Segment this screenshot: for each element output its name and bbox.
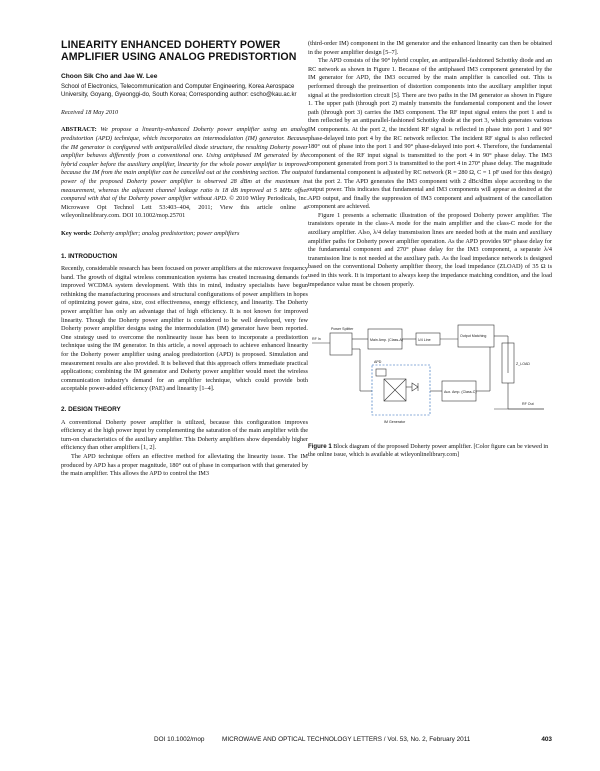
- block-diagram-svg: [308, 303, 552, 439]
- article-affiliation: School of Electronics, Telecommunication and Computer Engineering, Korea Aerospace University, Goyang, Gyeonggi-do, South Korea; Corresponding author: cscho@kau.ac.kr: [61, 83, 297, 98]
- figure-caption-text: Block diagram of the proposed Doherty power amplifier. [Color figure can be viewed in the online issue, which is available at wileyonlinelibrary.com]: [308, 444, 549, 459]
- figure-1-block-diagram: [308, 303, 552, 439]
- splitter-block: [330, 333, 352, 355]
- right-column: [308, 40, 552, 459]
- figure-caption: [308, 443, 552, 459]
- label-delay: λ/4 Line: [418, 338, 431, 343]
- figure-caption-label: Figure 1: [308, 443, 332, 451]
- intro-paragraph: Recently, considerable research has been focused on power amplifiers at the microwave frequency band. The growth of digital wireless communication systems has created increasing demands for improved WCDMA system development. With this in mind, industry specialists have begun rethinking the manufacturing processes and structural configurations of power amplifiers in hopes of optimizing power gains, size, cost effectiveness, energy efficiency, and linearity. The Doherty power amplifier has only an advantage that of high efficiency. It is not known for improved linearity. Though the Doherty power amplifier is considered to be well developed, very few Doherty power amplifier designs using the intermodulation (IM) generator have been reported. One strategy used to overcome the nonlinearity issue has been to incorporate a predistortion technique using the IM generator. In this article, a novel approach to achieve enhanced linearity for the Doherty power amplifier using analog predistortion (APD) is proposed. Simulation and measurement results are also provided. It is believed that this approach offers immediate practical applications; combining the IM generator and Doherty power amplifier would meet the wireless communication industry's demand for an amplifier technique, which could provide both acceptable power-added efficiency (PAE) and linearity [1–4].: [61, 265, 308, 393]
- footer-doi: DOI 10.1002/mop: [154, 736, 205, 743]
- keywords: [61, 230, 308, 239]
- abstract-label: ABSTRACT:: [61, 126, 97, 134]
- received-date: Received 18 May 2010: [61, 108, 119, 116]
- keywords-label: Key words:: [61, 229, 92, 237]
- diode-symbol: [412, 383, 418, 391]
- design-paragraph-2: The APD technique offers an effective method for alleviating the linearity issue. The IM produced by APD has a proper magnitude, 180° out of phase in comparison with that generated by the main amplifier. This allows the APD to control the IM3: [61, 452, 308, 478]
- right-paragraph-1: (third-order IM) component in the IM generator and the enhanced linearity can then be obtained in the power amplifier design [5–7].: [308, 40, 552, 56]
- rc-network-block: [376, 369, 386, 376]
- label-input: RF In: [312, 337, 321, 342]
- right-paragraph-2: The APD consists of the 90° hybrid coupler, an antiparallel-fashioned Schottky diode and an RC network as shown in Figure 1. Because of the antiphased IM3 component generated by the IM generator for APD, the IM3 occurred by the main amplifier is cancelled out. This is performed through the preinsertion of distortion components into the auxiliary amplifier input signal at the predistortion circuit [5]. There are two paths in the IM generator as shown in Figure 1. The upper path (through port 2) mainly transmits the fundamental component and the lower path (through port 3) carries the IM3 component. The RF input signal enters the port 1 and is then reflected by an antiparallel-fashioned Schottky diode at the port 3, which generates various IM components. At the port 2, the incident RF signal is reflected in phase into port 1 and 90° phase-delayed into port 4 by the RC network reflector. The incident RF signal is also reflected 180° out of phase into the port 1 and 90° phase-delayed into port 4. Therefore, the fundamental component of the RF input signal is transmitted to the port 4 in 90° phase delay. The IM3 component generated from port 3 is transmitted to the port 4 in 270° phase delay. The magnitude of fundamental component is adjusted by RC network (R = 280 Ω, C = 1 pF used for this design) at the port 2. The APD generates the IM3 component with 2 dBc/dBm slope according to the output power. This indicates that fundamental and IM3 components will appear as desired at the APD output, and finally the suppression of IM3 component and adjustment of the cancellation component are achieved.: [308, 57, 552, 211]
- label-aux-amp: Aux. Amp. (Class-C): [444, 390, 477, 395]
- label-splitter: Power Splitter: [331, 327, 354, 332]
- article-authors: Choon Sik Cho and Jae W. Lee: [61, 73, 158, 81]
- apd-region: [372, 365, 430, 415]
- article-title: LINEARITY ENHANCED DOHERTY POWER AMPLIFIER USING ANALOG PREDISTORTION: [61, 39, 297, 63]
- section-heading-design-theory: 2. DESIGN THEORY: [61, 406, 121, 413]
- abstract: [61, 126, 308, 221]
- footer-page-number: 403: [541, 736, 552, 743]
- label-main-amp: Main Amp. (Class-A): [370, 338, 403, 343]
- label-apd: APD: [374, 360, 382, 365]
- design-paragraph-1: A conventional Doherty power amplifier is utilized, because this configuration improves efficiency at the high power input by complementing the saturation of the main amplifier with the turn-on characteristics of the auxiliary amplifier. This Doherty amplifiers show dependably higher efficiency than other amplifiers [1, 2].: [61, 418, 308, 452]
- abstract-text: We propose a linearity-enhanced Doherty power amplifier using an analog predistortion (APD) technique, which incorporates an intermodulation (IM) generator. Because the IM generator is configured with antiparallelled diode structure, the resulting Doherty power amplifier behaves differently from a conventional one. Using antiphased IM generated by the hybrid coupler before the auxiliary amplifier, linearity for the whole power amplifier is improved because the IM from the main amplifier can be cancelled out at the combining section. The output power of the proposed Doherty power amplifier is observed 28 dBm at the maximum in measurement, whereas the adjacent channel leakage ratio is 18 dB improved at 5 MHz offset compared with that of the Doherty power amplifier without APD.: [61, 126, 309, 203]
- label-im-generator: IM Generator: [384, 420, 406, 425]
- page-footer: [60, 736, 552, 748]
- right-paragraph-3: Figure 1 presents a schematic illustration of the proposed Doherty power amplifier. The transistors operate in the class-A mode for the main amplifier and the class-C mode for the auxiliary amplifier. Also, λ/4 delay transmission lines are needed both at the main and auxiliary amplifier paths for Doherty power amplifier operation. As the APD provides 90° phase delay for the fundamental component and 270° phase delay for the IM3 component, a separate λ/4 transmission line is not needed at the auxiliary path. As the load impedance network is designed based on the conventional Doherty amplifier theory, the load impedance (ZLOAD) of 35 Ω is used in this work. It is important to always keep the impedance matching condition, and the load impedance value must be chosen properly.: [308, 211, 552, 288]
- label-load: Z_LOAD: [516, 362, 530, 367]
- label-output: RF Out: [522, 402, 534, 407]
- left-column: [61, 40, 308, 479]
- keywords-text: Doherty amplifier; analog predistortion; power amplifiers: [93, 229, 240, 237]
- section-heading-introduction: 1. INTRODUCTION: [61, 252, 118, 260]
- abstract-citation: © 2010 Wiley Periodicals, Inc. Microwave Opt Technol Lett 53:403–404, 2011; View this article online at wileyonlinelibrary.com. DOI 10.1002/mop.25701: [61, 195, 308, 220]
- footer-journal: MICROWAVE AND OPTICAL TECHNOLOGY LETTERS / Vol. 53, No. 2, February 2011: [222, 736, 471, 743]
- label-output-matching: Output Matching: [460, 334, 487, 339]
